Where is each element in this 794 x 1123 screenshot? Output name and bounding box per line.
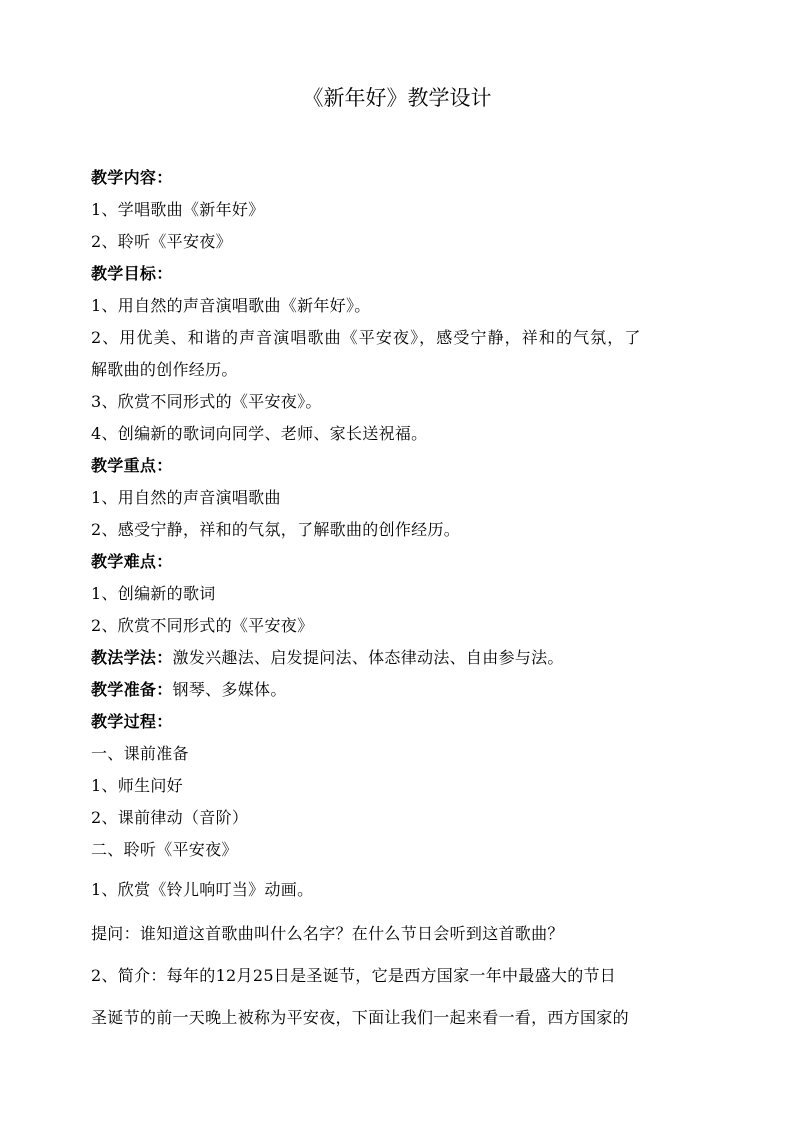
objective-item-2-cont: 解歌曲的创作经历。 (91, 360, 238, 379)
objective-item-1: 1、用自然的声音演唱歌曲《新年好》。 (91, 296, 371, 315)
content-item-2: 2、聆听《平安夜》 (91, 232, 232, 251)
teaching-preparation (91, 678, 287, 702)
objective-item-2: 2、用优美、和谐的声音演唱歌曲《平安夜》，感受宁静，祥和的气氛，了 (91, 328, 642, 347)
process-step-2-item-2-cont: 圣诞节的前一天晚上被称为平安夜，下面让我们一起来看一看，西方国家的 (91, 1008, 629, 1027)
process-step-2: 二、聆听《平安夜》 (91, 840, 238, 859)
section-heading-content: 教学内容： (91, 168, 173, 187)
process-step-2-item-1: 1、欣赏《铃儿响叮当》动画。 (91, 880, 314, 899)
process-step-1-item-1: 1、师生问好 (91, 776, 183, 795)
objective-item-3: 3、欣赏不同形式的《平安夜》。 (91, 392, 322, 411)
teaching-preparation-label: 教学准备： (91, 680, 173, 699)
teaching-preparation-text: 钢琴、多媒体。 (172, 680, 287, 699)
teaching-methods (91, 646, 564, 670)
section-heading-key-points: 教学重点： (91, 456, 173, 475)
process-step-2-item-2: 2、简介：每年的12月25日是圣诞节，它是西方国家一年中最盛大的节日 (91, 966, 617, 985)
section-heading-process: 教学过程： (91, 712, 173, 731)
section-heading-objectives: 教学目标： (91, 264, 173, 283)
process-step-1: 一、课前准备 (91, 744, 189, 763)
teaching-methods-label: 教法学法： (91, 648, 173, 667)
teaching-methods-text: 激发兴趣法、启发提问法、体态律动法、自由参与法。 (172, 648, 564, 667)
document-title: 《新年好》教学设计 (302, 86, 492, 110)
objective-item-4: 4、创编新的歌词向同学、老师、家长送祝福。 (91, 424, 428, 443)
key-point-item-2: 2、感受宁静，祥和的气氛，了解歌曲的创作经历。 (91, 520, 461, 539)
content-item-1: 1、学唱歌曲《新年好》 (91, 200, 265, 219)
difficulty-item-1: 1、创编新的歌词 (91, 584, 216, 603)
section-heading-difficulties: 教学难点： (91, 552, 173, 571)
process-step-1-item-2: 2、课前律动（音阶） (91, 808, 249, 827)
process-question: 提问：谁知道这首歌曲叫什么名字？在什么节日会听到这首歌曲？ (91, 924, 564, 943)
difficulty-item-2: 2、欣赏不同形式的《平安夜》 (91, 616, 314, 635)
key-point-item-1: 1、用自然的声音演唱歌曲 (91, 488, 281, 507)
